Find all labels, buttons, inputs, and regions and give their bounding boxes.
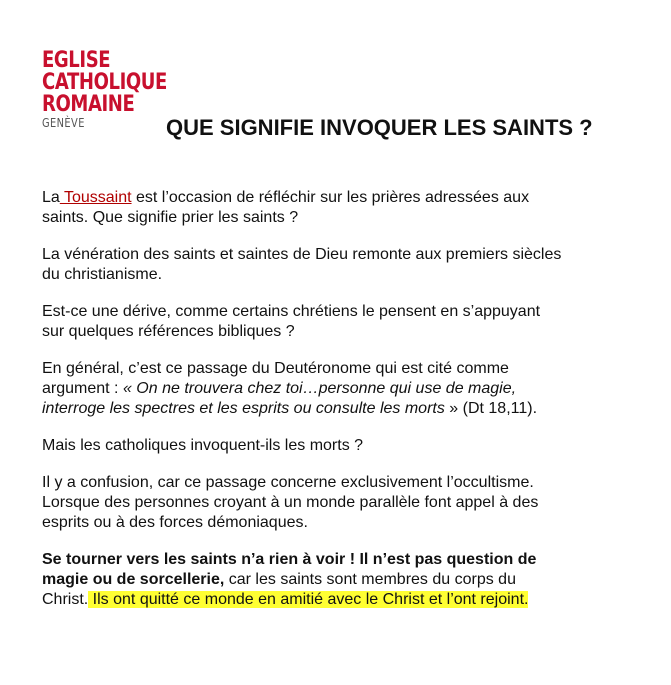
deuteronomy-quote: « On ne trouvera chez toi…personne qui use de magie, interroge les spectres et les esprits ou consulte les morts [42, 380, 517, 417]
paragraph-question-drift: Est-ce une dérive, comme certains chrétiens le pensent en s’appuyant sur quelques références bibliques ? [42, 303, 541, 340]
paragraph-confusion: Il y a confusion, car ce passage concerne exclusivement l’occultisme. Lorsque des personnes croyant à un monde parallèle font appel à des esprits ou à des forces démoniaques. [42, 474, 539, 531]
conclusion-bold: Se tourner vers les saints n’a rien à voir ! Il n’est pas question de magie ou de sorcellerie, [42, 551, 537, 588]
logo-line-3: ROMAINE [42, 92, 135, 117]
paragraph-conclusion [42, 550, 562, 610]
page-title: QUE SIGNIFIE INVOQUER LES SAINTS ? [166, 115, 593, 140]
paragraph-question-dead: Mais les catholiques invoquent-ils les morts ? [42, 437, 364, 454]
toussaint-link[interactable]: Toussaint [59, 189, 132, 206]
logo-line-1: EGLISE [42, 48, 111, 73]
article-body [42, 188, 562, 627]
logo-line-2: CATHOLIQUE [42, 70, 167, 95]
paragraph-deuteronomy-ref: » (Dt 18,11). [444, 400, 538, 417]
conclusion-plain: car les saints sont membres du corps du Christ. [42, 571, 516, 608]
paragraph-intro-end: est l’occasion de réfléchir sur les prières adressées aux saints. Que signifie prier les saints ? [42, 189, 530, 226]
paragraph-deuteronomy [42, 359, 562, 419]
logo-city: GENÈVE [42, 116, 85, 130]
conclusion-highlight: Ils ont quitté ce monde en amitié avec le Christ et l’ont rejoint. [88, 591, 529, 608]
paragraph-intro [42, 188, 562, 228]
paragraph-intro-start: La [42, 189, 60, 206]
paragraph-veneration: La vénération des saints et saintes de Dieu remonte aux premiers siècles du christianisme. [42, 246, 562, 283]
paragraph-deuteronomy-start: En général, c’est ce passage du Deutéronome qui est cité comme argument : [42, 360, 509, 397]
